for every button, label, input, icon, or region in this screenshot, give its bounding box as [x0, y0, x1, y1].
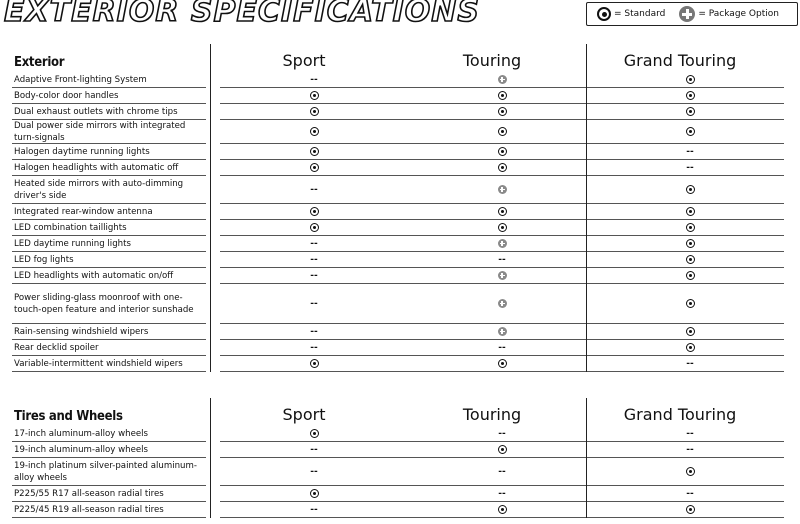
- feature-name: [12, 236, 206, 252]
- not-available-text: --: [310, 184, 318, 195]
- package-option-icon: [498, 327, 507, 336]
- cell-touring: [408, 486, 596, 502]
- standard-icon: [310, 163, 319, 172]
- not-available-text: --: [686, 146, 694, 157]
- spec-section-tires-and-wheels: [12, 398, 800, 518]
- table-row: [12, 176, 800, 204]
- cell-grand-touring: [596, 268, 784, 284]
- package-option-icon: [679, 6, 695, 22]
- section-title: Exterior: [14, 55, 65, 70]
- package-option-icon: [498, 185, 507, 194]
- cell-sport: [220, 356, 408, 372]
- feature-name: [12, 252, 206, 268]
- section-title: Tires and Wheels: [14, 409, 123, 424]
- cell-sport: [220, 458, 408, 486]
- cell-sport: [220, 72, 408, 88]
- not-available-text: --: [686, 162, 694, 173]
- cell-sport: [220, 220, 408, 236]
- not-available-text: --: [498, 488, 506, 499]
- standard-icon: [498, 207, 507, 216]
- cell-grand-touring: [596, 144, 784, 160]
- table-row: [12, 236, 800, 252]
- standard-icon: [686, 271, 695, 280]
- column-header-sport: Sport: [282, 405, 326, 424]
- standard-icon: [498, 107, 507, 116]
- feature-name: [12, 160, 206, 176]
- feature-name: [12, 426, 206, 442]
- cell-touring: [408, 236, 596, 252]
- column-divider: [586, 398, 587, 518]
- standard-icon: [686, 505, 695, 514]
- feature-name: [12, 356, 206, 372]
- legend-standard-label: = Standard: [614, 9, 666, 19]
- feature-label: Integrated rear-window antenna: [14, 206, 153, 217]
- standard-icon: [686, 127, 695, 136]
- cell-touring: [408, 104, 596, 120]
- cell-sport: [220, 160, 408, 176]
- cell-touring: [408, 340, 596, 356]
- cell-sport: [220, 176, 408, 204]
- cell-sport: [220, 120, 408, 144]
- standard-icon: [686, 467, 695, 476]
- standard-icon: [310, 91, 319, 100]
- cell-sport: [220, 204, 408, 220]
- not-available-text: --: [498, 342, 506, 353]
- standard-icon: [686, 207, 695, 216]
- standard-icon: [498, 127, 507, 136]
- table-row: [12, 72, 800, 88]
- standard-icon: [686, 91, 695, 100]
- not-available-text: --: [310, 298, 318, 309]
- not-available-text: --: [686, 444, 694, 455]
- feature-label: P225/55 R17 all-season radial tires: [14, 488, 164, 499]
- package-option-icon: [498, 75, 507, 84]
- standard-icon: [498, 223, 507, 232]
- cell-sport: [220, 144, 408, 160]
- feature-label: Dual power side mirrors with integrated turn-signals: [14, 120, 186, 143]
- standard-icon: [686, 239, 695, 248]
- standard-icon: [686, 343, 695, 352]
- feature-label: LED daytime running lights: [14, 238, 131, 249]
- cell-sport: [220, 426, 408, 442]
- column-header-sport: Sport: [282, 51, 326, 70]
- feature-name: [12, 220, 206, 236]
- table-row: [12, 324, 800, 340]
- feature-name: [12, 120, 206, 144]
- section-header: [12, 398, 800, 426]
- legend: [586, 2, 798, 26]
- feature-label: 19-inch platinum silver-painted aluminum-alloy wheels: [14, 460, 197, 483]
- standard-icon: [498, 359, 507, 368]
- cell-grand-touring: [596, 160, 784, 176]
- cell-sport: [220, 104, 408, 120]
- cell-grand-touring: [596, 88, 784, 104]
- standard-icon: [686, 223, 695, 232]
- table-row: [12, 458, 800, 486]
- cell-grand-touring: [596, 72, 784, 88]
- standard-icon: [597, 7, 611, 21]
- table-row: [12, 144, 800, 160]
- feature-label: Rear decklid spoiler: [14, 342, 99, 353]
- not-available-text: --: [310, 444, 318, 455]
- feature-name: [12, 486, 206, 502]
- cell-touring: [408, 252, 596, 268]
- not-available-text: --: [310, 74, 318, 85]
- cell-sport: [220, 486, 408, 502]
- feature-label: Body-color door handles: [14, 90, 119, 101]
- feature-label: LED fog lights: [14, 254, 74, 265]
- standard-icon: [310, 223, 319, 232]
- feature-label: LED combination taillights: [14, 222, 127, 233]
- table-row: [12, 252, 800, 268]
- feature-name: [12, 458, 206, 486]
- standard-icon: [310, 489, 319, 498]
- cell-sport: [220, 502, 408, 518]
- standard-icon: [686, 255, 695, 264]
- feature-label: Halogen daytime running lights: [14, 146, 150, 157]
- column-header-touring: Touring: [462, 405, 522, 424]
- cell-touring: [408, 220, 596, 236]
- standard-icon: [310, 359, 319, 368]
- not-available-text: --: [310, 466, 318, 477]
- feature-label: Halogen headlights with automatic off: [14, 162, 179, 173]
- cell-touring: [408, 426, 596, 442]
- cell-grand-touring: [596, 236, 784, 252]
- not-available-text: --: [686, 358, 694, 369]
- column-header-grand-touring: Grand Touring: [623, 405, 737, 424]
- feature-label: Dual exhaust outlets with chrome tips: [14, 106, 178, 117]
- cell-sport: [220, 324, 408, 340]
- cell-grand-touring: [596, 340, 784, 356]
- cell-touring: [408, 284, 596, 324]
- standard-icon: [310, 107, 319, 116]
- feature-label: Adaptive Front-lighting System: [14, 74, 147, 85]
- cell-grand-touring: [596, 324, 784, 340]
- table-row: [12, 356, 800, 372]
- feature-label: Variable-intermittent windshield wipers: [14, 358, 183, 369]
- cell-touring: [408, 88, 596, 104]
- feature-name: [12, 324, 206, 340]
- table-row: [12, 204, 800, 220]
- table-row: [12, 284, 800, 324]
- column-divider: [210, 398, 211, 518]
- feature-name: [12, 204, 206, 220]
- cell-touring: [408, 120, 596, 144]
- cell-touring: [408, 72, 596, 88]
- not-available-text: --: [310, 342, 318, 353]
- feature-name: [12, 442, 206, 458]
- cell-touring: [408, 176, 596, 204]
- table-row: [12, 104, 800, 120]
- feature-name: [12, 88, 206, 104]
- feature-label: 19-inch aluminum-alloy wheels: [14, 444, 149, 455]
- feature-name: [12, 502, 206, 518]
- table-row: [12, 486, 800, 502]
- page-title: EXTERIOR SPECIFICATIONS: [4, 0, 481, 29]
- standard-icon: [310, 127, 319, 136]
- not-available-text: --: [498, 466, 506, 477]
- not-available-text: --: [498, 254, 506, 265]
- standard-icon: [686, 327, 695, 336]
- cell-sport: [220, 340, 408, 356]
- standard-icon: [498, 91, 507, 100]
- legend-package: [679, 6, 779, 22]
- column-header-touring: Touring: [462, 51, 522, 70]
- not-available-text: --: [498, 428, 506, 439]
- table-row: [12, 88, 800, 104]
- feature-label: Power sliding-glass moonroof with one-touch-open feature and interior sunshade: [14, 292, 194, 315]
- feature-name: [12, 72, 206, 88]
- standard-icon: [686, 107, 695, 116]
- feature-label: Heated side mirrors with auto-dimming driver's side: [14, 178, 184, 201]
- table-row: [12, 426, 800, 442]
- cell-grand-touring: [596, 120, 784, 144]
- not-available-text: --: [686, 428, 694, 439]
- cell-grand-touring: [596, 252, 784, 268]
- legend-package-label: = Package Option: [698, 9, 779, 19]
- feature-label: Rain-sensing windshield wipers: [14, 326, 149, 337]
- column-divider: [210, 44, 211, 372]
- cell-touring: [408, 144, 596, 160]
- cell-touring: [408, 356, 596, 372]
- not-available-text: --: [310, 254, 318, 265]
- package-option-icon: [498, 239, 507, 248]
- table-row: [12, 220, 800, 236]
- cell-grand-touring: [596, 502, 784, 518]
- table-row: [12, 442, 800, 458]
- cell-grand-touring: [596, 220, 784, 236]
- cell-touring: [408, 442, 596, 458]
- feature-label: 17-inch aluminum-alloy wheels: [14, 428, 149, 439]
- feature-name: [12, 284, 206, 324]
- standard-icon: [498, 147, 507, 156]
- cell-sport: [220, 236, 408, 252]
- cell-grand-touring: [596, 204, 784, 220]
- feature-name: [12, 144, 206, 160]
- section-header: [12, 44, 800, 72]
- table-row: [12, 268, 800, 284]
- table-row: [12, 502, 800, 518]
- not-available-text: --: [310, 326, 318, 337]
- standard-icon: [310, 429, 319, 438]
- column-divider: [586, 44, 587, 372]
- feature-label: LED headlights with automatic on/off: [14, 270, 174, 281]
- standard-icon: [498, 505, 507, 514]
- package-option-icon: [498, 299, 507, 308]
- cell-sport: [220, 284, 408, 324]
- standard-icon: [686, 185, 695, 194]
- cell-grand-touring: [596, 486, 784, 502]
- feature-name: [12, 104, 206, 120]
- standard-icon: [686, 299, 695, 308]
- cell-sport: [220, 88, 408, 104]
- cell-grand-touring: [596, 426, 784, 442]
- standard-icon: [310, 207, 319, 216]
- table-row: [12, 340, 800, 356]
- standard-icon: [498, 445, 507, 454]
- cell-sport: [220, 252, 408, 268]
- feature-name: [12, 176, 206, 204]
- feature-name: [12, 268, 206, 284]
- cell-grand-touring: [596, 458, 784, 486]
- cell-grand-touring: [596, 104, 784, 120]
- cell-grand-touring: [596, 442, 784, 458]
- not-available-text: --: [686, 488, 694, 499]
- feature-label: P225/45 R19 all-season radial tires: [14, 504, 164, 515]
- not-available-text: --: [310, 504, 318, 515]
- cell-touring: [408, 204, 596, 220]
- cell-touring: [408, 502, 596, 518]
- standard-icon: [498, 163, 507, 172]
- cell-grand-touring: [596, 284, 784, 324]
- cell-touring: [408, 268, 596, 284]
- cell-touring: [408, 160, 596, 176]
- standard-icon: [686, 75, 695, 84]
- package-option-icon: [498, 271, 507, 280]
- cell-sport: [220, 268, 408, 284]
- legend-standard: [597, 7, 665, 21]
- cell-touring: [408, 458, 596, 486]
- table-row: [12, 160, 800, 176]
- cell-touring: [408, 324, 596, 340]
- column-header-grand-touring: Grand Touring: [623, 51, 737, 70]
- standard-icon: [310, 147, 319, 156]
- cell-grand-touring: [596, 176, 784, 204]
- not-available-text: --: [310, 270, 318, 281]
- spec-section-exterior: [12, 44, 800, 372]
- cell-grand-touring: [596, 356, 784, 372]
- cell-sport: [220, 442, 408, 458]
- table-row: [12, 120, 800, 144]
- feature-name: [12, 340, 206, 356]
- not-available-text: --: [310, 238, 318, 249]
